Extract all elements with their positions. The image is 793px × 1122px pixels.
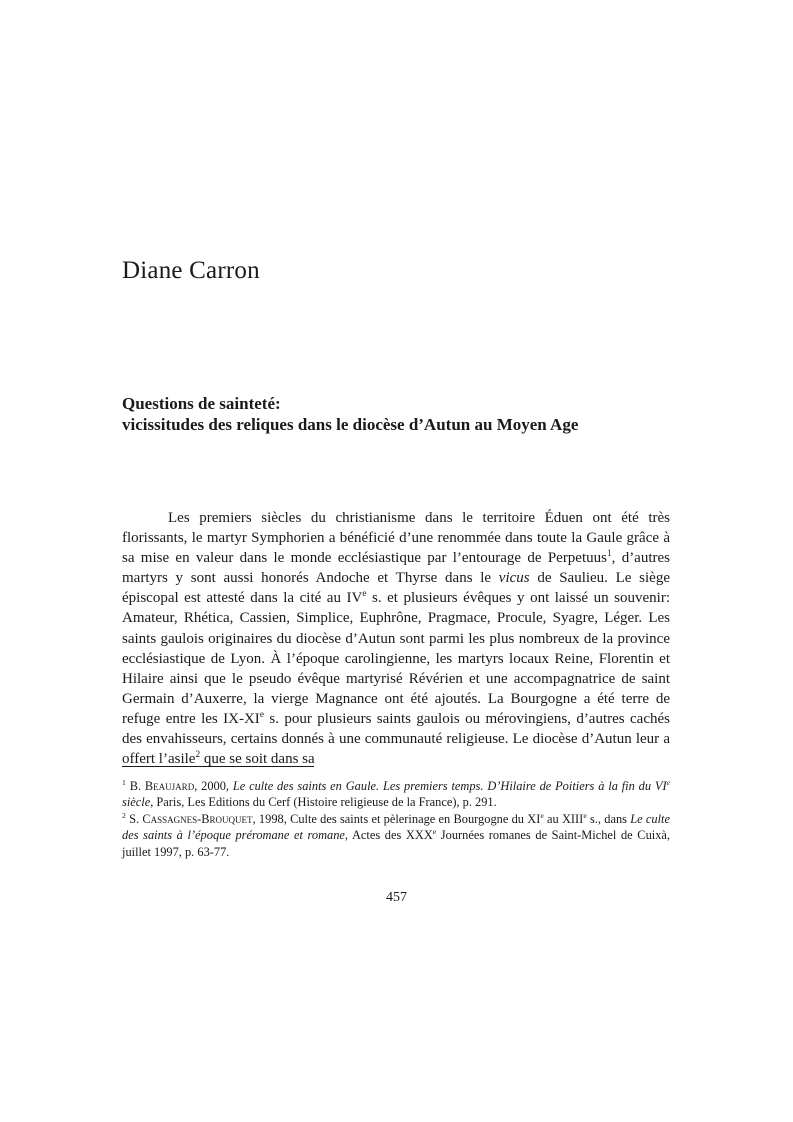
text-run: , d’autres martyrs y sont aussi honorés Andoche et Thyrse dans le (122, 550, 671, 587)
roman-numeral: IV (346, 590, 363, 607)
text-run: S. (129, 811, 143, 826)
superscript: e (666, 777, 671, 787)
footnote-number: 1 (122, 777, 126, 787)
text-run: , Paris, Les Editions du Cerf (Histoire religieuse de la France), p. 291. (150, 795, 497, 810)
footnote-separator (122, 766, 314, 767)
footnote-ref-2[interactable]: 2 (195, 750, 201, 761)
superscript: e (259, 709, 264, 720)
work-title: Le culte des saints en Gaule. Les premiers temps. D’Hilaire de Poitiers à la fin du VI (232, 779, 667, 793)
text-run: , 2000, (194, 779, 233, 793)
footnote-2 (122, 811, 670, 860)
superscript: e (583, 810, 587, 820)
superscript: e (540, 810, 544, 820)
author-small-caps: Beaujard (144, 779, 195, 793)
author-name: Diane Carron (122, 257, 260, 284)
text-run: s. pour plusieurs saints gaulois ou mérovingiens, d’autres cachés des envahisseurs, certains donnés à une communauté religieuse. Le diocèse d’Autun leur a offert l’asile (122, 710, 670, 768)
italic-term: vicus (498, 570, 530, 587)
text-run: Journées romanes de Saint-Michel de Cuixà, juillet 1997, p. 63-77. (122, 828, 670, 859)
body-text (122, 508, 670, 769)
text-run: , 1998, Culte des saints et pèlerinage en Bourgogne du XI (252, 811, 541, 826)
text-run: que se soit dans sa (200, 751, 315, 768)
text-run: Les premiers siècles du christianisme dans le territoire Éduen ont été très florissants, le martyr Symphorien a bénéficié d’une renommée dans toute la Gaule grâce à sa mise en valeur dans le monde ecclésiastique par l’entourage de Perpetuus (122, 510, 670, 567)
footnote-1 (122, 778, 670, 811)
work-title: siècle (122, 795, 151, 810)
article-title (122, 393, 682, 435)
text-run: au XIII (543, 811, 584, 826)
text-run: s., dans (586, 811, 631, 826)
footnote-ref-1[interactable]: 1 (606, 549, 612, 560)
page-number: 457 (386, 890, 407, 905)
work-title: Le culte des saints à l’époque préromane et romane, (122, 811, 671, 843)
author-small-caps: Cassagnes-Brouquet (142, 811, 253, 826)
footnotes (122, 778, 670, 860)
text-run: de Saulieu. Le siège épiscopal est attesté dans la cité au (122, 570, 670, 607)
superscript: e (362, 589, 367, 600)
text-run: s. et plusieurs évêques y ont laissé un souvenir: Amateur, Rhética, Cassien, Simplice, Euphrône, Pragmace, Procule, Syagre, Léger. Les saints gaulois originaires du diocèse d’Autun sont parmi les plus nombreux de la province ecclésiastique de Lyon. À l’époque carolingienne, les martyrs locaux Reine, Florentin et Hilaire ainsi que le pseudo évêque martyrisé Révérien et une accompagnatrice de saint Germain d’Auxerre, la vierge Magnance ont été ajoutés. La Bourgogne a été terre de refuge entre les (122, 590, 670, 727)
title-line-2: vicissitudes des reliques dans le diocèse d’Autun au Moyen Age (122, 415, 579, 434)
title-line-1: Questions de sainteté: (122, 394, 281, 413)
superscript: e (432, 827, 437, 837)
text-run: Actes des XXX (348, 828, 433, 843)
footnote-number: 2 (122, 810, 126, 820)
paragraph (122, 508, 670, 769)
roman-numeral: IX-XI (223, 710, 260, 727)
text-run: B. (129, 779, 145, 793)
